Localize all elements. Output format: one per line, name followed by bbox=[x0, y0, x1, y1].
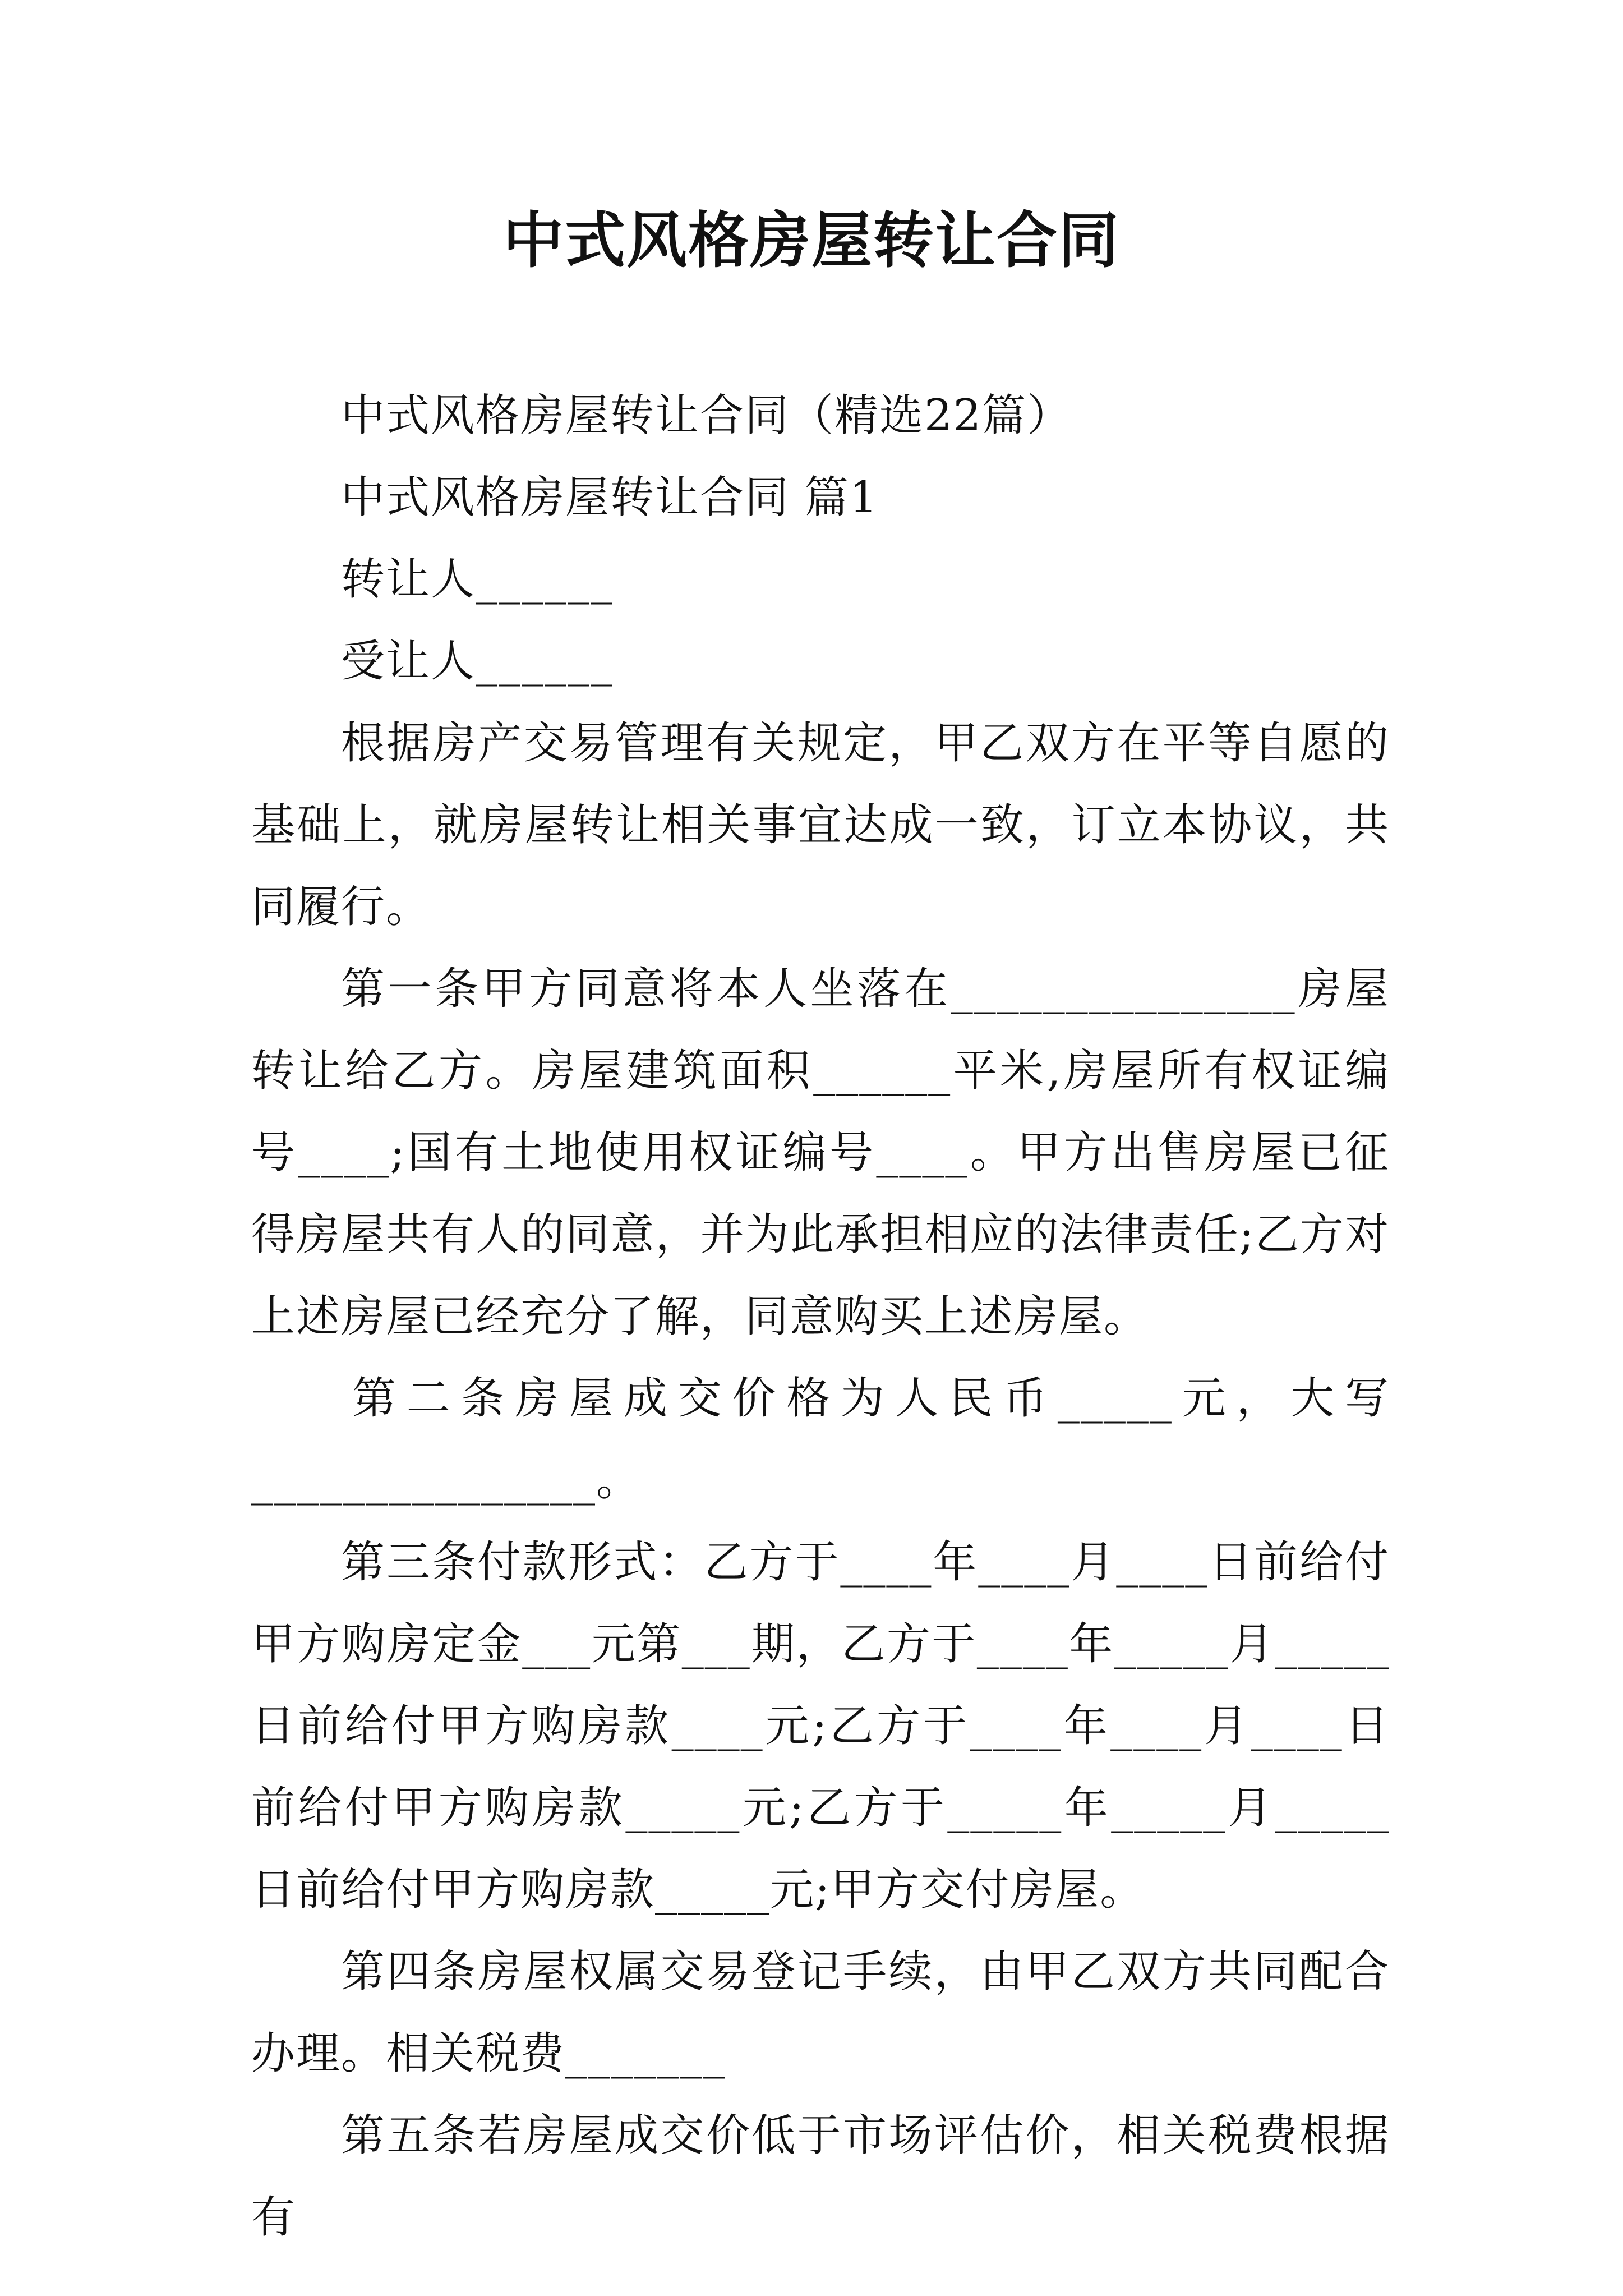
preamble-paragraph: 根据房产交易管理有关规定，甲乙双方在平等自愿的基础上，就房屋转让相关事宜达成一致，订立本协议，共同履行。 bbox=[251, 718, 1390, 932]
article-2-continuation: _______________。 bbox=[251, 1455, 642, 1506]
document-title: 中式风格房屋转让合同 bbox=[502, 206, 1120, 276]
transferee-line: 受让人______ bbox=[341, 636, 614, 687]
article-5-paragraph: 第五条若房屋成交价低于市场评估价，相关税费根据有 bbox=[251, 2110, 1390, 2243]
article-4-paragraph: 第四条房屋权属交易登记手续，由甲乙双方共同配合办理。相关税费_______ bbox=[251, 1947, 1390, 2079]
subtitle-line: 中式风格房屋转让合同（精选22篇） bbox=[341, 390, 1072, 441]
section-heading: 中式风格房屋转让合同 篇1 bbox=[341, 472, 879, 523]
article-2-paragraph: 第二条房屋成交价格为人民币_____元，大写 bbox=[352, 1373, 1390, 1424]
transferor-line: 转让人______ bbox=[341, 554, 614, 605]
article-1-paragraph: 第一条甲方同意将本人坐落在_______________房屋转让给乙方。房屋建筑面积______平米,房屋所有权证编号____;国有土地使用权证编号____。甲方出售房屋已征得房屋共有人的同意，并为此承担相应的法律责任;乙方对上述房屋已经充分了解，同意购买上述房屋。 bbox=[251, 964, 1390, 1342]
document-body bbox=[251, 375, 1390, 2258]
article-3-paragraph: 第三条付款形式：乙方于____年____月____日前给付甲方购房定金___元第___期，乙方于____年_____月_____日前给付甲方购房款____元;乙方于____年____月____日前给付甲方购房款_____元;乙方于_____年_____月_____日前给付甲方购房款_____元;甲方交付房屋。 bbox=[251, 1537, 1390, 1915]
